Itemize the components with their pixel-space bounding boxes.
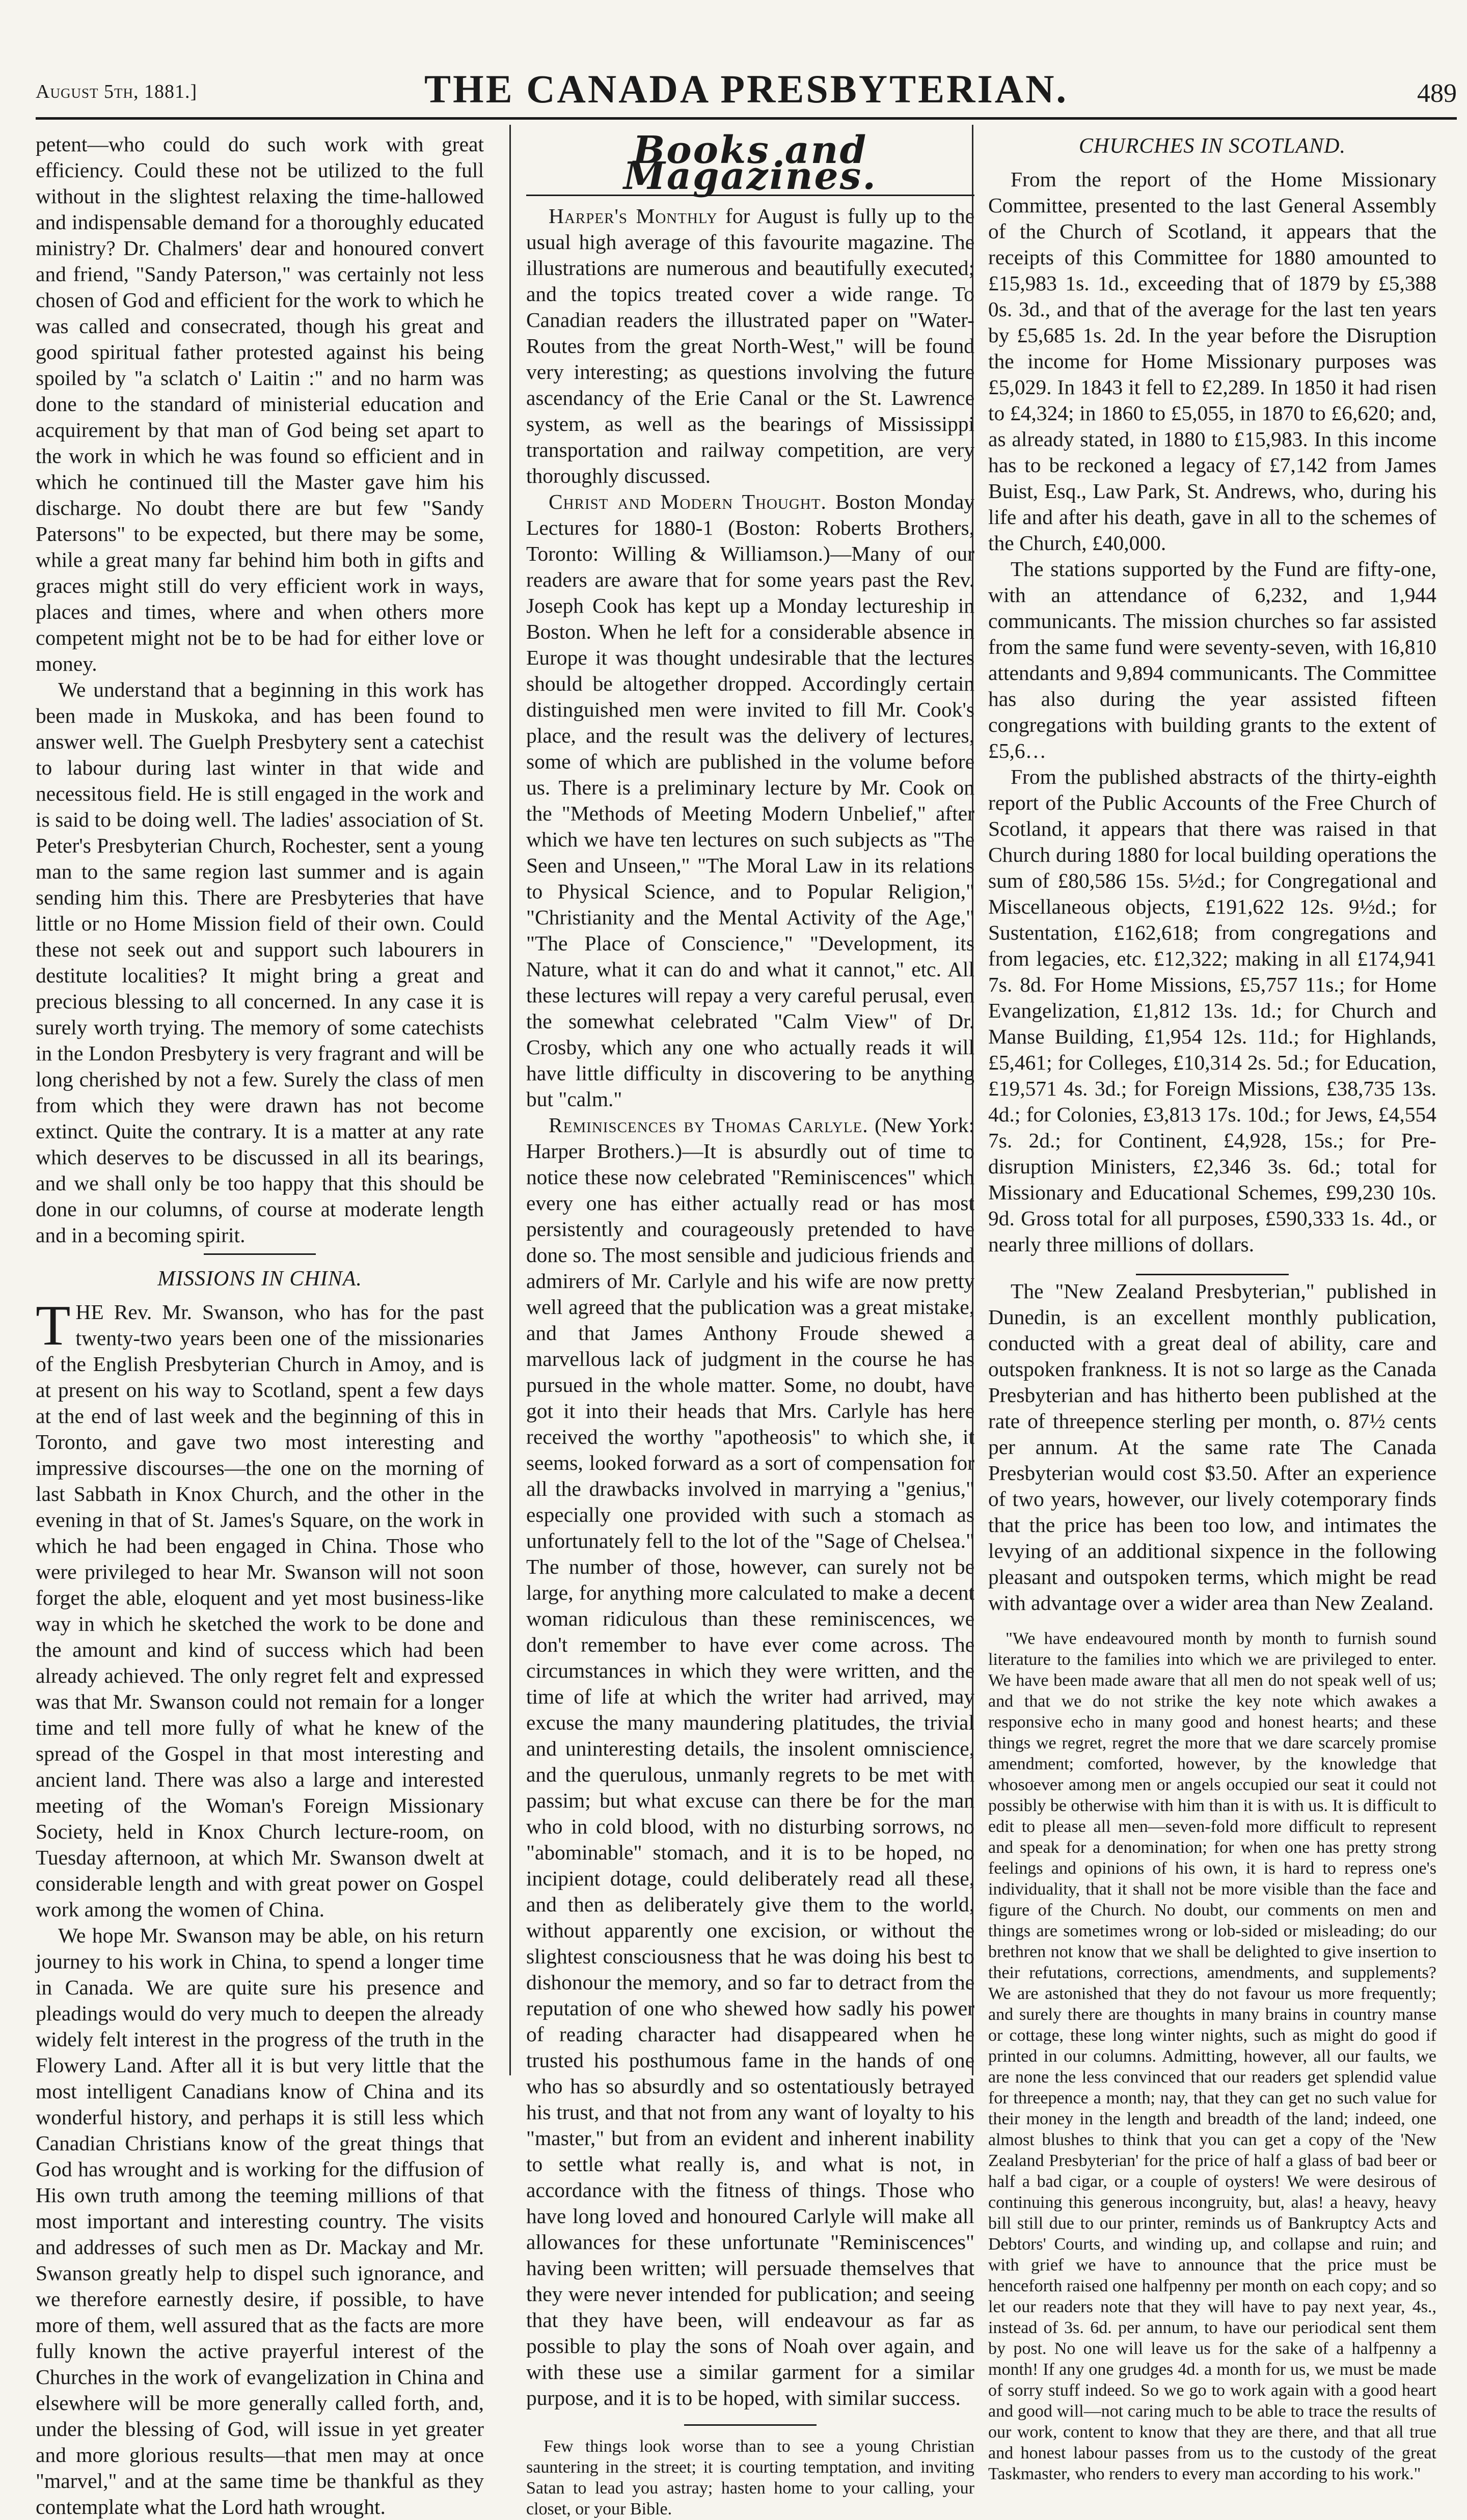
article-paragraph: From the published abstracts of the thirty-eighth report of the Public Accounts of the Free Church of Scotland, it appears that there was raised in that Church during 1880 for local building operations the sum of £80,586 15s. 5½d.; for Congregational and Miscellaneous objects, £191,622 12s. 9½d.; for Sustentation, £162,618; from congregations and from legacies, etc. £12,322; making in all £174,941 7s. 8d. For Home Missions, £5,757 11s.; for Home Evangelization, £1,812 13s. 1d.; for Church and Manse Building, £1,954 12s. 11d.; for Highlands, £5,461; for Colleges, £10,314 2s. 5d.; for Education, £19,571 4s. 3d.; for Foreign Missions, £38,735 13s. 4d.; for Colonies, £3,813 17s. 10d.; for Jews, £4,554 7s. 2d.; for Continent, £4,928, 15s.; for Pre-disruption Ministers, £2,346 3s. 6d.; total for Missionary and Educational Schemes, £99,230 10s. 9d. Gross total for all purposes, £590,333 1s. 4d., or nearly three millions of dollars. (988, 765, 1436, 1256)
drop-cap-paragraph-text: HE Rev. Mr. Swanson, who has for the past twenty-two years been one of the missionaries of the English Presbyterian Church in Amoy, and is at present on his way to Scotland, spent a few days at the end of last week and the beginning of this in Toronto, and gave two most interesting and impressive discourses—the one on the morning of last Sabbath in Knox Church, and the other in the evening in that of St. James's Square, on the work in which he had been engaged in China. Those who were privileged to hear Mr. Swanson will not soon forget the able, eloquent and yet most business-like way in which he sketched the work to be done and the amount and kind of success which had been already achieved. The only regret felt and expressed was that Mr. Swanson could not remain for a longer time and tell more fully of what he knew of the spread of the Gospel in that most interesting and ancient land. There was also a large and interested meeting of the Woman's Foreign Missionary Society, held in Knox Church lecture-room, on Tuesday afternoon, at which Mr. Swanson dwelt at considerable length and with great power on Gospel work among the women of China. (36, 1300, 484, 1921)
section-divider (204, 1253, 316, 1255)
section-divider (684, 2424, 817, 2426)
quoted-passage (988, 1628, 1436, 2484)
quoted-passage-text: "We have endeavoured month by month to furnish sound literature to the families into which we are privileged to enter. We have been made aware that all men do not speak well of us; and that we do not strike the key note which awakes a responsive echo in many good and honest hearts; and these things we regret, regret the more that we dare scarcely promise amendment; comforted, however, by the knowledge that whosoever among men or angels occupied our seat it could not possibly be otherwise with him than it is with us. It is difficult to edit to please all men—seven-fold more difficult to represent and speak for a denomination; for when one has pretty strong feelings and opinions of his own, it is hard to repress one's individuality, that it shall not be more visible than the face and figure of the Church. No doubt, our comments on men and things are sometimes wrong or lob-sided or misleading; do our brethren not know that we shall be delighted to give insertion to their refutations, corrections, amendments, and supplements? We are astonished that they do not favour us more frequently; and surely there are thoughts in many brains in country manse or cottage, these long winter nights, such as might do good if printed in our columns. Admitting, however, all our faults, we are none the less convinced that our readers get splendid value for threepence a month; nay, that they can get no such value for their money in the length and breadth of the land; indeed, one almost blushes to think that you can get a copy of the 'New Zealand Presbyterian' for the price of half a glass of bad beer or half a bad cigar, or a couple of oysters! We were desirous of continuing this generous incongruity, but, alas! a heavy, heavy bill still due to our printer, reminds us of Bankruptcy Acts and Debtors' Courts, and winding up, and collapse and ruin; and with grief we have to announce that the price must be henceforth raised one halfpenny per month on each copy; and so let our readers note that they will have to pay next year, 4s., instead of 3s. 6d. per annum, to have our periodical sent them by post. No one will leave us for the sake of a halfpenny a month! If any one grudges 4d. a month for us, we must be made of sorry stuff indeed. So we go to work again with a good heart and good will—not caring much to be able to trace the results of our work, content to know that they are there, and that all true and honest labour passes from us to the custody of the great Taskmaster, who renders to every man according to his work." (988, 1629, 1436, 2483)
column-1 (36, 131, 484, 2518)
churches-in-scotland-heading: CHURCHES IN SCOTLAND. (1079, 134, 1346, 158)
article-paragraph: The stations supported by the Fund are fifty-one, with an attendance of 6,232, and 1,944 communicants. The mission churches so far assisted from the same fund were seventy-seven, with 16,810 attendants and 9,894 communicants. The Committee has also during the year assisted fifteen congregations with building grants to the extent of £5,6… (988, 557, 1436, 762)
article-paragraph: We hope Mr. Swanson may be able, on his return journey to his work in China, to spend a longer time in Canada. We are quite sure his presence and pleadings would do very much to deepen the already widely felt interest in the progress of the truth in the Flowery Land. After all it is but very little that the most intelligent Canadians know of China and its wonderful history, and perhaps it is still less which Canadian Christians know of the great things that God has wrought and is working for the diffusion of His own truth among the teeming millions of that most important and interesting country. The visits and addresses of such men as Dr. Mackay and Mr. Swanson greatly help to dispel such ignorance, and we therefore earnestly desire, if possible, to have more of them, well assured that as the facts are more fully known the active prayerful interest of the Churches in the work of evangelization in China and elsewhere will be more generally called forth, and, under the blessing of God, will issue in yet greater and more glorious results—that men may at once "marvel," and at the same time be thankful as they contemplate what the Lord hath wrought. (36, 1924, 484, 2518)
article-paragraph: The "New Zealand Presbyterian," published in Dunedin, is an excellent monthly publication, conducted with a great deal of ability, care and outspoken frankness. It is not so large as the Canada Presbyterian and has hitherto been published at the rate of threepence sterling per month, o. 87½ cents per annum. At the same rate The Canada Presbyterian would cost $3.50. After an experience of two years, however, our lively cotemporary finds that the price has been too low, and intimates the levying of an additional sixpence in the following pleasant and outspoken terms, which might be read with advantage over a wider area than New Zealand. (988, 1279, 1436, 1614)
review-lead: Reminiscences by Thomas Carlyle. (549, 1113, 868, 1137)
article-paragraph: From the report of the Home Missionary Committee, presented to the last General Assembly of the Church of Scotland, it appears that the receipts of this Committee for 1880 amounted to £15,983 1s. 1d., exceeding that of 1879 by £5,388 0s. 3d., and that of the average for the last ten years by £5,685 1s. 2d. In the year before the Disruption the income for Home Missionary purposes was £5,029. In 1843 it fell to £2,289. In 1850 it had risen to £4,324; in 1860 to £5,055, in 1870 to £6,620; and, as already stated, in 1880 to £15,983. In this income has to be reckoned a legacy of £7,142 from James Buist, Esq., Law Park, St. Andrews, who, during his life and after his death, gave in all to the schemes of the Church, £40,000. (988, 168, 1436, 555)
column-2 (526, 128, 975, 2518)
newspaper-title: THE CANADA PRESBYTERIAN. (424, 67, 1069, 111)
section-divider (1136, 1274, 1289, 1275)
review-paragraph (526, 489, 974, 1112)
missions-in-china-heading: MISSIONS IN CHINA. (157, 1267, 362, 1291)
masthead (36, 61, 1457, 120)
filler-note (526, 2436, 974, 2519)
page-number: 489 (1417, 79, 1457, 108)
issue-date: August 5th, 1881.] (36, 81, 198, 102)
review-text: for August is fully up to the usual high average of this favourite magazine. The illustrations are numerous and beautifully executed; and the topics treated cover a wide range. To Canadian readers the illustrated paper on "Water-Routes from the great North-West," will be found very interesting; as questions involving the future ascendancy of the Erie Canal or the St. Lawrence system, as well as the bearings of Mississippi transportation and railway competition, are very thoroughly discussed. (526, 204, 974, 487)
filler-note-text: Few things look worse than to see a young Christian sauntering in the street; it is courting temptation, and inviting Satan to lead you astray; hasten home to your calling, your closet, or your Bible. (526, 2437, 974, 2518)
drop-cap: T (36, 1294, 71, 1357)
review-lead: Harper's Monthly (549, 204, 718, 228)
article-paragraph (36, 1294, 484, 1923)
article-paragraph: petent—who could do such work with great efficiency. Could these not be utilized to the full without in the slightest relaxing the time-hallowed and indispensable demand for a thoroughly educated ministry? Dr. Chalmers' dear and honoured convert and friend, "Sandy Paterson," was certainly not less chosen of God and efficient for the work to which he was called and consecrated, though his great and good spiritual father protested against his being spoiled by "a sclatch o' Laitin :" and no harm was done to the standard of ministerial education and acquirement by that man of God being set apart to the work in which he was found so efficient and in which he continued till the Master gave him his discharge. No doubt there are but few "Sandy Patersons" to be expected, but there may be some, while a great many far behind him both in gifts and graces might still do very efficient work in ways, places and times, where and when others more competent might not be to be had for either love or money. (36, 132, 484, 675)
review-paragraph (526, 203, 974, 489)
article-paragraph: We understand that a beginning in this work has been made in Muskoka, and has been found to answer well. The Guelph Presbytery sent a catechist to labour during last winter in that wide and necessitous field. He is still engaged in the work and is said to be doing well. The ladies' association of St. Peter's Presbyterian Church, Rochester, sent a young man to the same region last summer and is again sending him this. There are Presbyteries that have little or no Home Mission field of their own. Could these not seek out and support such labourers in destitute localities? It might bring a great and precious blessing to all concerned. In any case it is surely worth trying. The memory of some catechists in the London Presbytery is very fragrant and will be long cherished by not a few. Surely the class of men from which they were drawn has not become extinct. Quite the contrary. It is a matter at any rate which deserves to be discussed in all its bearings, and we shall only be too happy that this should be done in our columns, of course at moderate length and in a becoming spirit. (36, 678, 484, 1247)
review-paragraph (526, 1112, 974, 2411)
column-rule-1 (509, 125, 511, 2075)
column-3 (988, 131, 1436, 2483)
review-lead: Christ and Modern Thought. (549, 490, 827, 513)
review-text: (New York: Harper Brothers.)—It is absurdly out of time to notice these now celebrated "Reminiscences" which every one has either actually read or has most persistently and courageously pretended to have done so. The most sensible and judicious friends and admirers of Mr. Carlyle and his wife are now pretty well agreed that the publication was a great mistake, and that James Anthony Froude shewed a marvellous lack of judgment in the course he has pursued in the whole matter. Some, no doubt, have got it into their heads that Mrs. Carlyle has here received the worthy "apotheosis" to which she, it seems, looked forward as a sort of compensation for all the drawbacks involved in marrying a "genius," especially one provided with such a stomach as unfortunately fell to the lot of the "Sage of Chelsea." The number of those, however, can surely not be large, for anything more calculated to make a decent woman ridiculous than these reminiscences, we don't remember to have ever come across. The circumstances in which they were written, and the time of life at which the writer had arrived, may excuse the many maundering platitudes, the trivial and uninteresting details, the insolent omniscience, and the querulous, unmanly regrets to be met with passim; but what excuse can there be for the man who in cold blood, with no disturbing sorrows, no "abominable" stomach, and it is to be hoped, no incipient dotage, could deliberately read all these, and then as deliberately give them to the world, without apparently one excision, or without the slightest consciousness that he was doing his best to dishonour the memory, and so far to detract from the reputation of one who shewed how sadly his power of reading character had disappeared when he trusted his posthumous fame in the hands of one who has so absurdly and so ostentatiously betrayed his trust, and that not from any want of loyalty to his "master," but from an evident and inherent inability to settle what really is, and what is not, in accordance with the fitness of things. Those who have long loved and honoured Carlyle will make all allowances for these unfortunate "Reminiscences" having been written; will persuade themselves that they were never intended for publication; and seeing that they have been, will endeavour as far as possible to play the sons of Noah over again, and with these use a similar garment for a similar purpose, and it is to be hoped, with similar success. (526, 1113, 974, 2409)
review-text: Boston Monday Lectures for 1880-1 (Boston: Roberts Brothers, Toronto: Willing & Williamson.)—Many of our readers are aware that for some years past the Rev. Joseph Cook has kept up a Monday lectureship in Boston. When he left for a considerable absence in Europe it was thought undesirable that the lectures should be altogether dropped. Accordingly certain distinguished men were invited to fill Mr. Cook's place, and the result was the delivery of lectures, some of which are published in the volume before us. There is a preliminary lecture by Mr. Cook on the "Methods of Meeting Modern Unbelief," after which we have ten lectures on such subjects as "The Seen and Unseen," "The Moral Law in its relations to Physical Science, and to Popular Religion," "Christianity and the Mental Activity of the Age," "The Place of Conscience," "Development, its Nature, what it can do and what it cannot," etc. All these lectures will repay a very careful perusal, even the somewhat celebrated "Calm View" of Dr. Crosby, which any one who actually reads it will have little difficulty in discovering to be anything but "calm." (526, 490, 975, 1111)
books-and-magazines-heading: Books and Magazines. (526, 138, 974, 196)
